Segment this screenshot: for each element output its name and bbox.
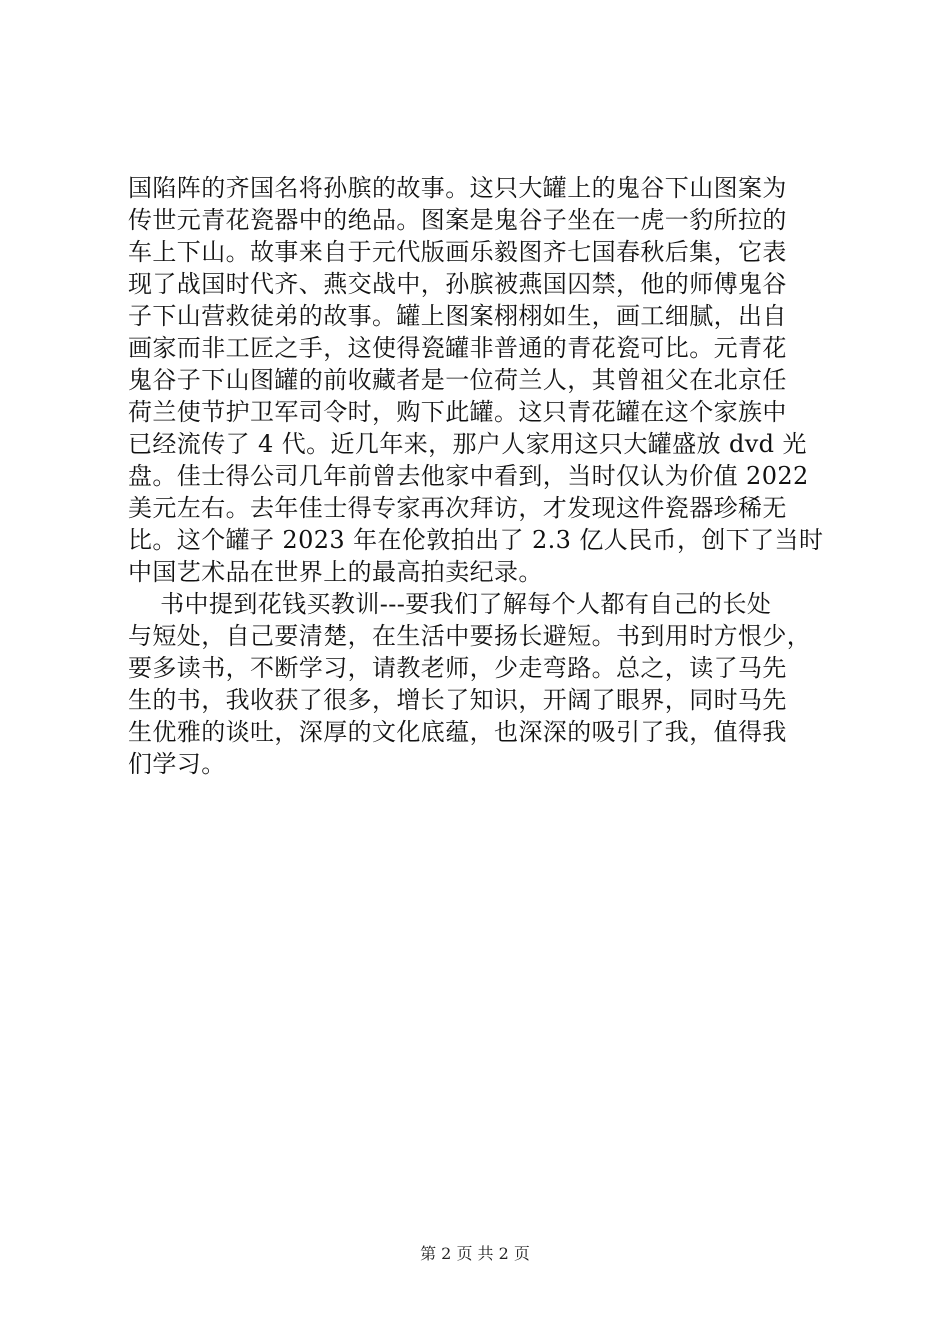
text-line: 生的书，我收获了很多，增长了知识，开阔了眼界，同时马先 [128,686,787,714]
text-line: 画家而非工匠之手，这使得瓷罐非普通的青花瓷可比。元青花 [128,334,787,362]
text-line: 们学习。 [128,750,226,778]
text-line: 现了战国时代齐、燕交战中，孙膑被燕国囚禁，他的师傅鬼谷 [128,270,787,298]
text-line: 子下山营救徒弟的故事。罐上图案栩栩如生，画工细腻，出自 [128,302,787,330]
text-line: 荷兰使节护卫军司令时，购下此罐。这只青花罐在这个家族中 [128,398,787,426]
text-line: 盘。佳士得公司几年前曾去他家中看到，当时仅认为价值 2022 [128,462,809,490]
text-line: 国陷阵的齐国名将孙膑的故事。这只大罐上的鬼谷下山图案为 [128,174,787,202]
text-line: 与短处，自己要清楚，在生活中要扬长避短。书到用时方恨少， [128,622,812,650]
text-line: 中国艺术品在世界上的最高拍卖纪录。 [128,558,543,586]
text-line: 美元左右。去年佳士得专家再次拜访，才发现这件瓷器珍稀无 [128,494,787,522]
text-line: 要多读书，不断学习，请教老师，少走弯路。总之，读了马先 [128,654,787,682]
text-line: 已经流传了 4 代。近几年来，那户人家用这只大罐盛放 dvd 光 [128,430,807,458]
text-line: 鬼谷子下山图罐的前收藏者是一位荷兰人，其曾祖父在北京任 [128,366,787,394]
page-footer: 第 2 页 共 2 页 [420,1244,530,1263]
text-line: 比。这个罐子 2023 年在伦敦拍出了 2.3 亿人民币，创下了当时 [128,526,824,554]
body-text [128,172,828,780]
text-line: 车上下山。故事来自于元代版画乐毅图齐七国春秋后集，它表 [128,238,787,266]
text-line: 传世元青花瓷器中的绝品。图案是鬼谷子坐在一虎一豹所拉的 [128,206,787,234]
text-line: 书中提到花钱买教训---要我们了解每个人都有自己的长处 [128,590,772,618]
text-line: 生优雅的谈吐，深厚的文化底蕴，也深深的吸引了我，值得我 [128,718,787,746]
